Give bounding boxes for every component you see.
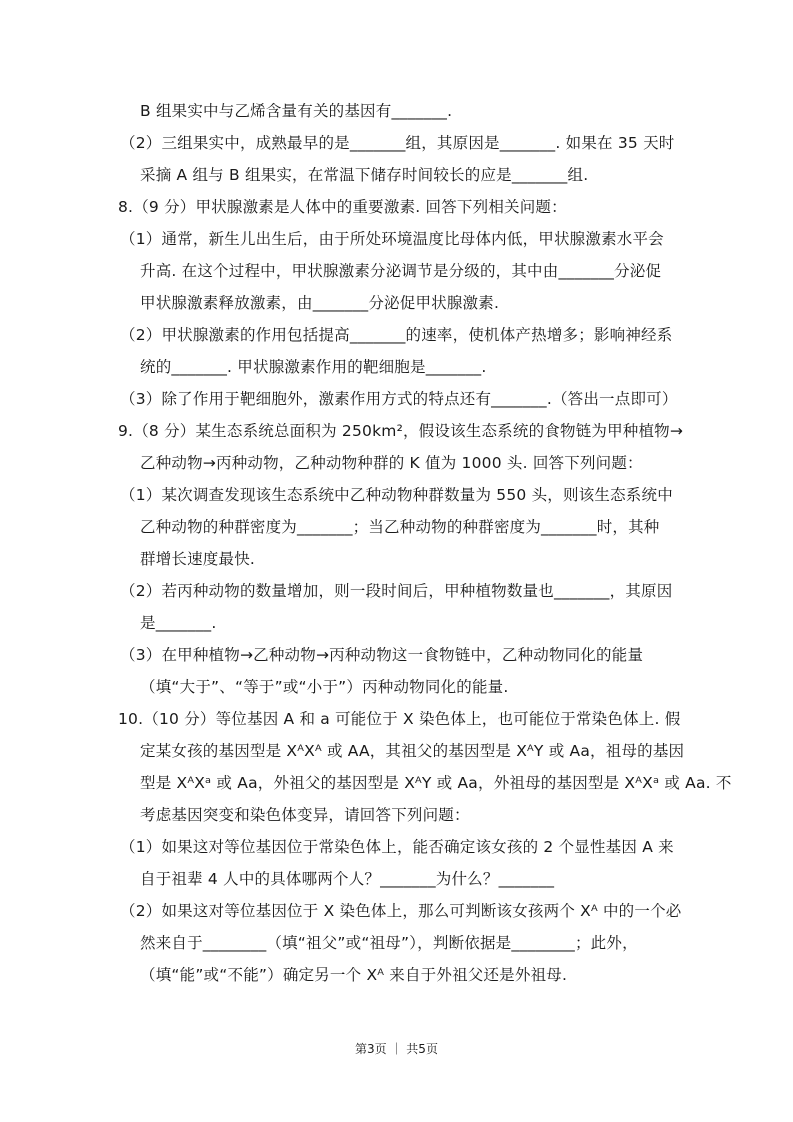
text-line: 考虑基因突变和染色体变异，请回答下列问题： [140,806,470,824]
text-line: （2）若丙种动物的数量增加，则一段时间后，甲种植物数量也_______，其原因 [120,582,673,600]
text-line: （填“大于”、“等于”或“小于”）丙种动物同化的能量. [140,678,509,696]
text-line: 型是 XᴬXᵃ 或 Aa，外祖父的基因型是 XᴬY 或 Aa，外祖母的基因型是 XᴬXᵃ 或 Aa. 不 [140,774,732,792]
text-line: B 组果实中与乙烯含量有关的基因有_______. [140,102,453,120]
text-line: （1）通常，新生儿出生后，由于所处环境温度比母体内低，甲状腺激素水平会 [120,230,664,248]
text-line: （1）某次调查发现该生态系统中乙种动物种群数量为 550 头，则该生态系统中 [120,486,673,504]
text-line: 是_______. [140,614,217,632]
text-line: （1）如果这对等位基因位于常染色体上，能否确定该女孩的 2 个显性基因 A 来 [120,838,674,856]
question-9-header: 9.（8 分）某生态系统总面积为 250km²，假设该生态系统的食物链为甲种植物→ [118,422,684,440]
text-line: 乙种动物的种群密度为_______；当乙种动物的种群密度为_______时，其种 [140,518,660,536]
text-line: 甲状腺激素释放激素，由_______分泌促甲状腺激素. [140,294,500,312]
text-line: 采摘 A 组与 B 组果实，在常温下储存时间较长的应是_______组. [140,166,589,184]
question-10-header: 10.（10 分）等位基因 A 和 a 可能位于 X 染色体上，也可能位于常染色体上. 假 [118,710,681,728]
text-line: 定某女孩的基因型是 XᴬXᴬ 或 AA，其祖父的基因型是 XᴬY 或 Aa，祖母的基因 [140,742,685,760]
text-line: 升高. 在这个过程中，甲状腺激素分泌调节是分级的，其中由_______分泌促 [140,262,662,280]
page-footer: 第3页 ｜ 共5页 [355,1042,438,1056]
text-line: 然来自于________（填“祖父”或“祖母”），判断依据是________；此外， [140,934,638,952]
text-line: （3）在甲种植物→乙种动物→丙种动物这一食物链中，乙种动物同化的能量 [120,646,644,664]
text-line: 乙种动物→丙种动物，乙种动物种群的 K 值为 1000 头. 回答下列问题： [140,454,643,472]
text-line: （2）如果这对等位基因位于 X 染色体上，那么可判断该女孩两个 Xᴬ 中的一个必 [120,902,682,920]
text-line: （3）除了作用于靶细胞外，激素作用方式的特点还有_______.（答出一点即可） [120,390,678,408]
text-line: 统的_______. 甲状腺激素作用的靶细胞是_______. [140,358,487,376]
text-line: （2）三组果实中，成熟最早的是_______组，其原因是_______. 如果在 35 天时 [120,134,675,152]
text-line: 自于祖辈 4 人中的具体哪两个人？_______为什么？_______ [140,870,555,888]
text-line: （2）甲状腺激素的作用包括提高_______的速率，使机体产热增多；影响神经系 [120,326,673,344]
text-line: （填“能”或“不能”）确定另一个 Xᴬ 来自于外祖父还是外祖母. [140,966,568,984]
text-line: 群增长速度最快. [140,550,256,568]
question-8-header: 8.（9 分）甲状腺激素是人体中的重要激素. 回答下列相关问题： [118,198,567,216]
